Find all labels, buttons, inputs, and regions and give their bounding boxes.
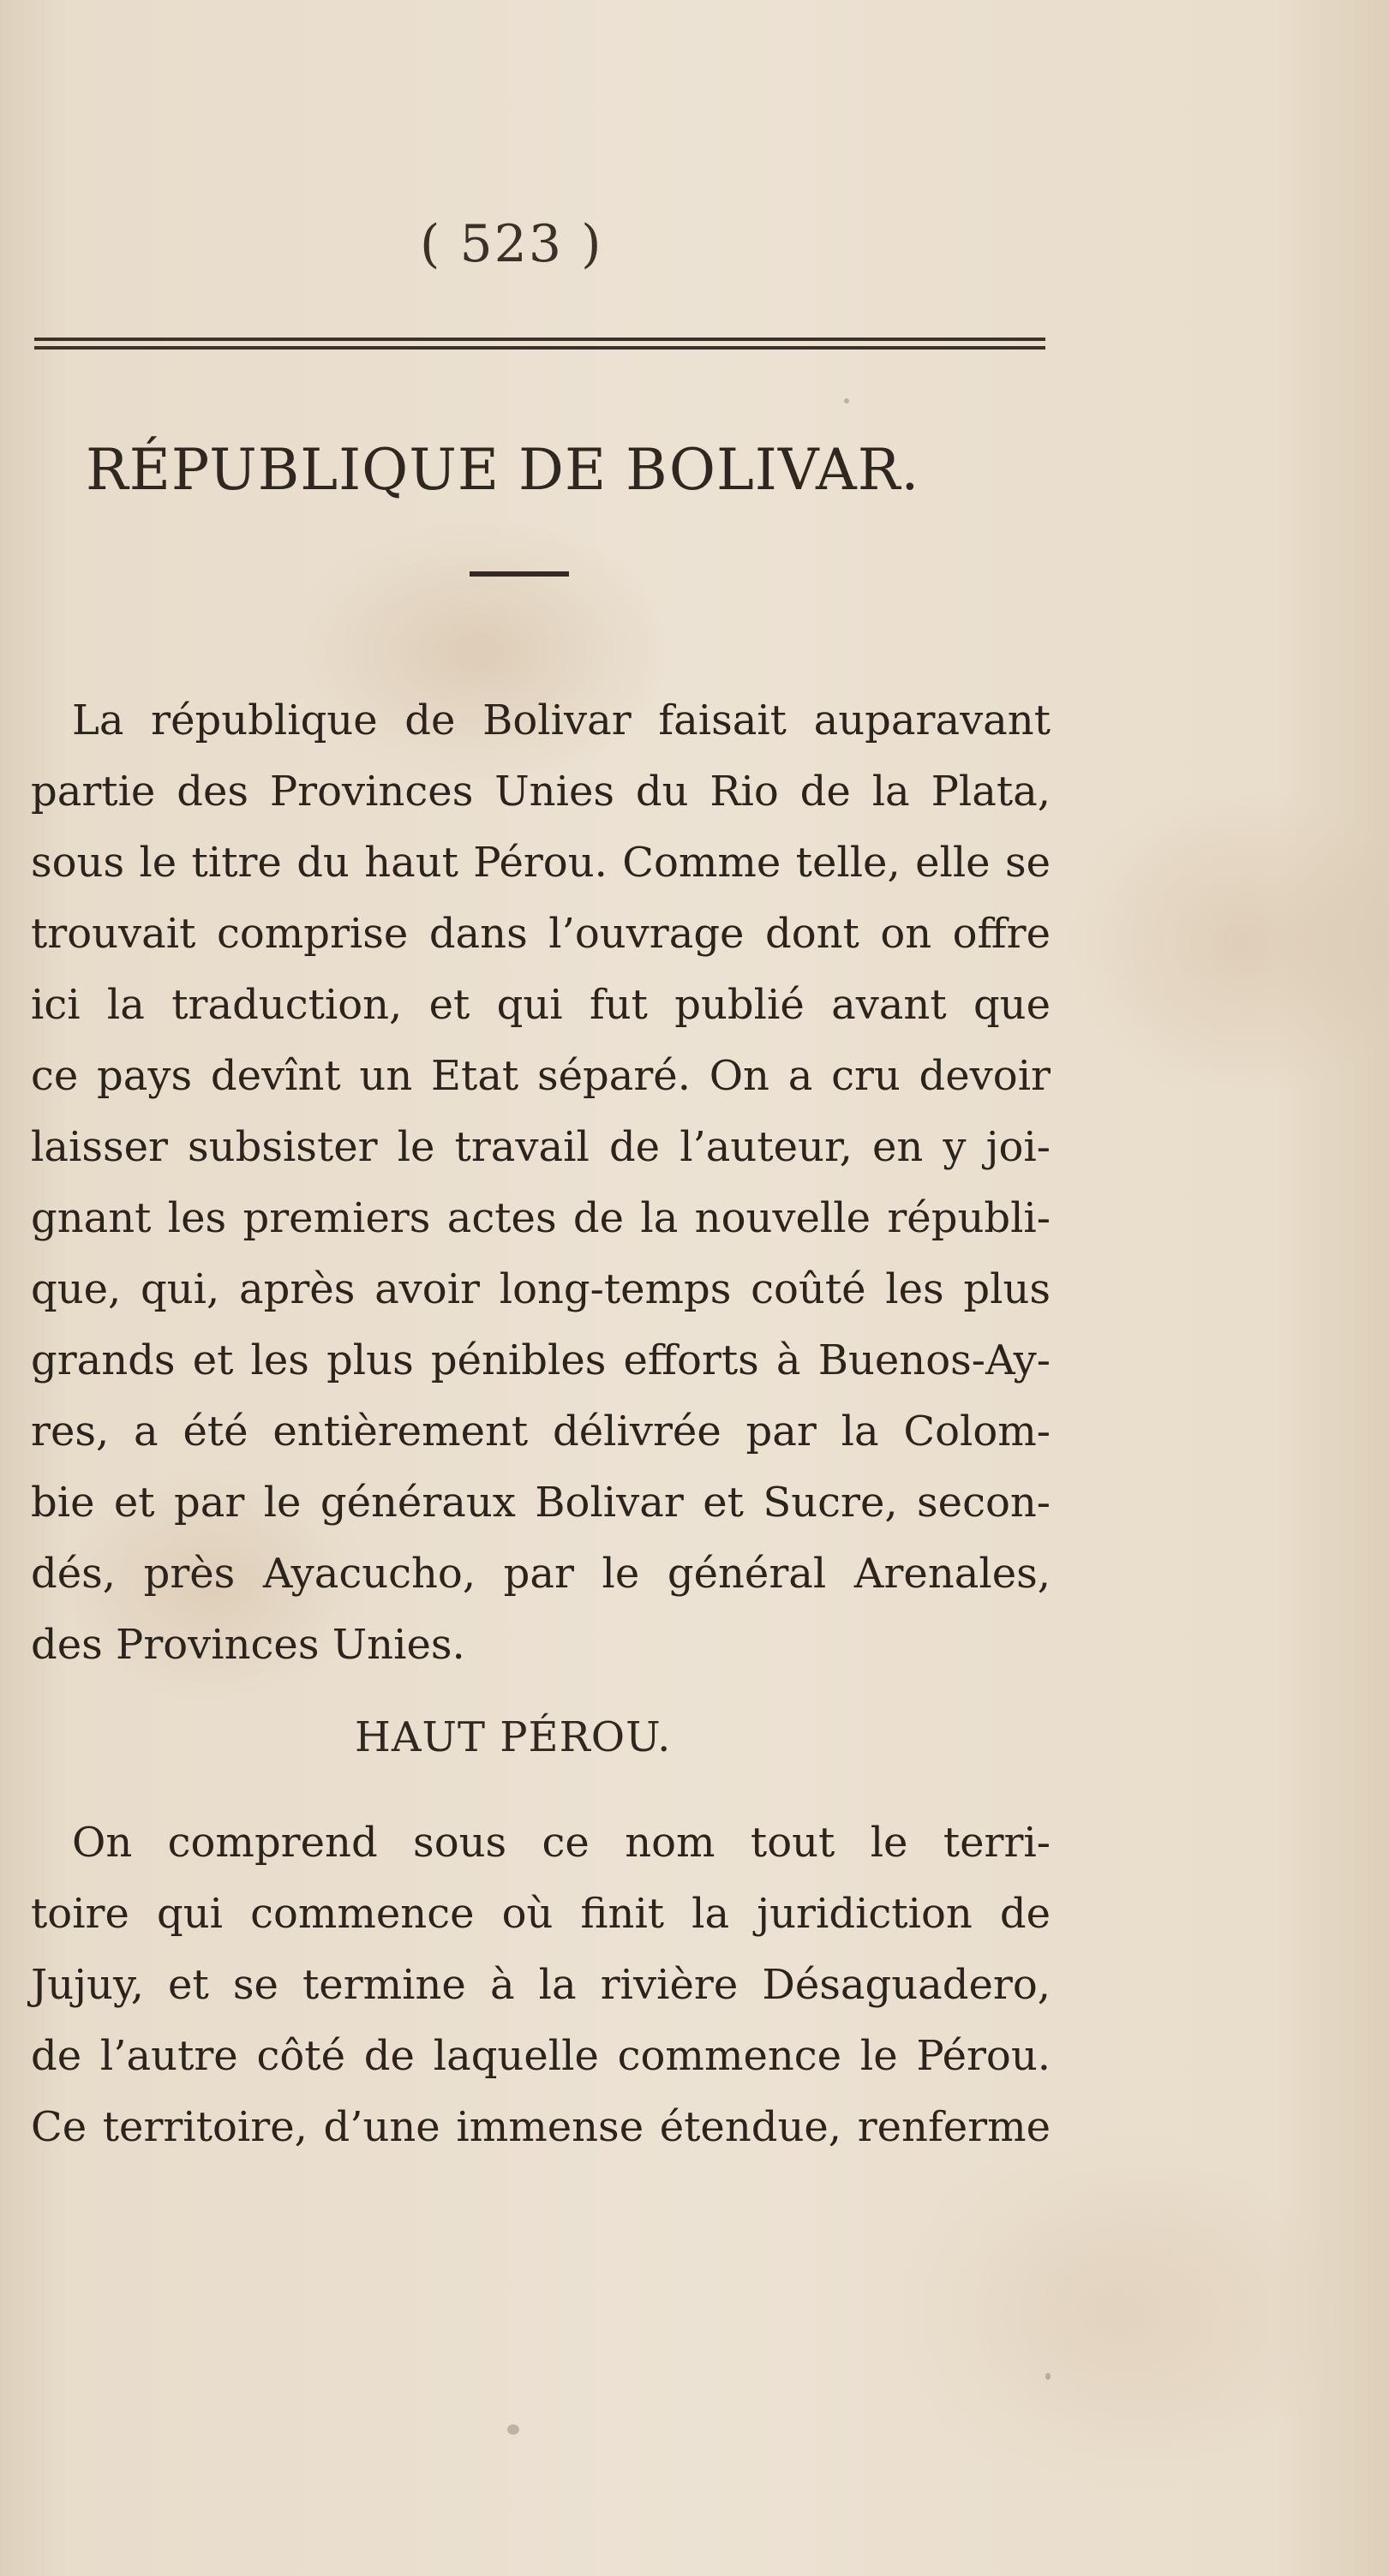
paper-speck xyxy=(1045,2373,1051,2380)
subheading: HAUT PÉROU. xyxy=(355,1713,672,1761)
paragraph-line: laisser subsister le travail de l’auteur, en y joi- xyxy=(31,1123,1051,1171)
paragraph-line: res, a été entièrement délivrée par la Colom- xyxy=(31,1408,1051,1455)
paragraph-line: ici la traduction, et qui fut publié avant que xyxy=(31,981,1051,1029)
intro-paragraph xyxy=(31,685,1051,1681)
paragraph-line: des Provinces Unies. xyxy=(31,1621,465,1669)
paragraph-line: ce pays devînt un Etat séparé. On a cru devoir xyxy=(31,1052,1051,1100)
paragraph-line: Ce territoire, d’une immense étendue, renferme xyxy=(31,2103,1051,2151)
paragraph-line: La république de Bolivar faisait auparavant xyxy=(72,696,1051,744)
paragraph-line: grands et les plus pénibles efforts à Buenos-Ay- xyxy=(31,1336,1051,1384)
paragraph-line: dés, près Ayacucho, par le général Arenales, xyxy=(31,1550,1051,1598)
paragraph-line: que, qui, après avoir long-temps coûté les plus xyxy=(31,1265,1051,1313)
haut-perou-paragraph xyxy=(31,1808,1051,2163)
paper-speck xyxy=(844,398,849,403)
page-number: ( 523 ) xyxy=(420,214,603,274)
paragraph-line: bie et par le généraux Bolivar et Sucre, secon- xyxy=(31,1479,1051,1527)
header-double-rule xyxy=(34,338,1045,350)
paragraph-line: toire qui commence où finit la juridiction de xyxy=(31,1890,1051,1938)
paragraph-line: trouvait comprise dans l’ouvrage dont on offre xyxy=(31,910,1051,958)
section-title: RÉPUBLIQUE DE BOLIVAR. xyxy=(86,437,920,503)
paragraph-line: sous le titre du haut Pérou. Comme telle, elle se xyxy=(31,839,1051,887)
paragraph-line: On comprend sous ce nom tout le terri- xyxy=(72,1819,1051,1867)
paragraph-line: de l’autre côté de laquelle commence le Pérou. xyxy=(31,2032,1051,2080)
paragraph-line: Jujuy, et se termine à la rivière Désaguadero, xyxy=(31,1961,1051,2009)
title-ornament-rule xyxy=(470,571,569,577)
paper-speck xyxy=(507,2424,519,2435)
paragraph-line: gnant les premiers actes de la nouvelle républi- xyxy=(31,1194,1051,1242)
paragraph-line: partie des Provinces Unies du Rio de la Plata, xyxy=(31,768,1051,816)
